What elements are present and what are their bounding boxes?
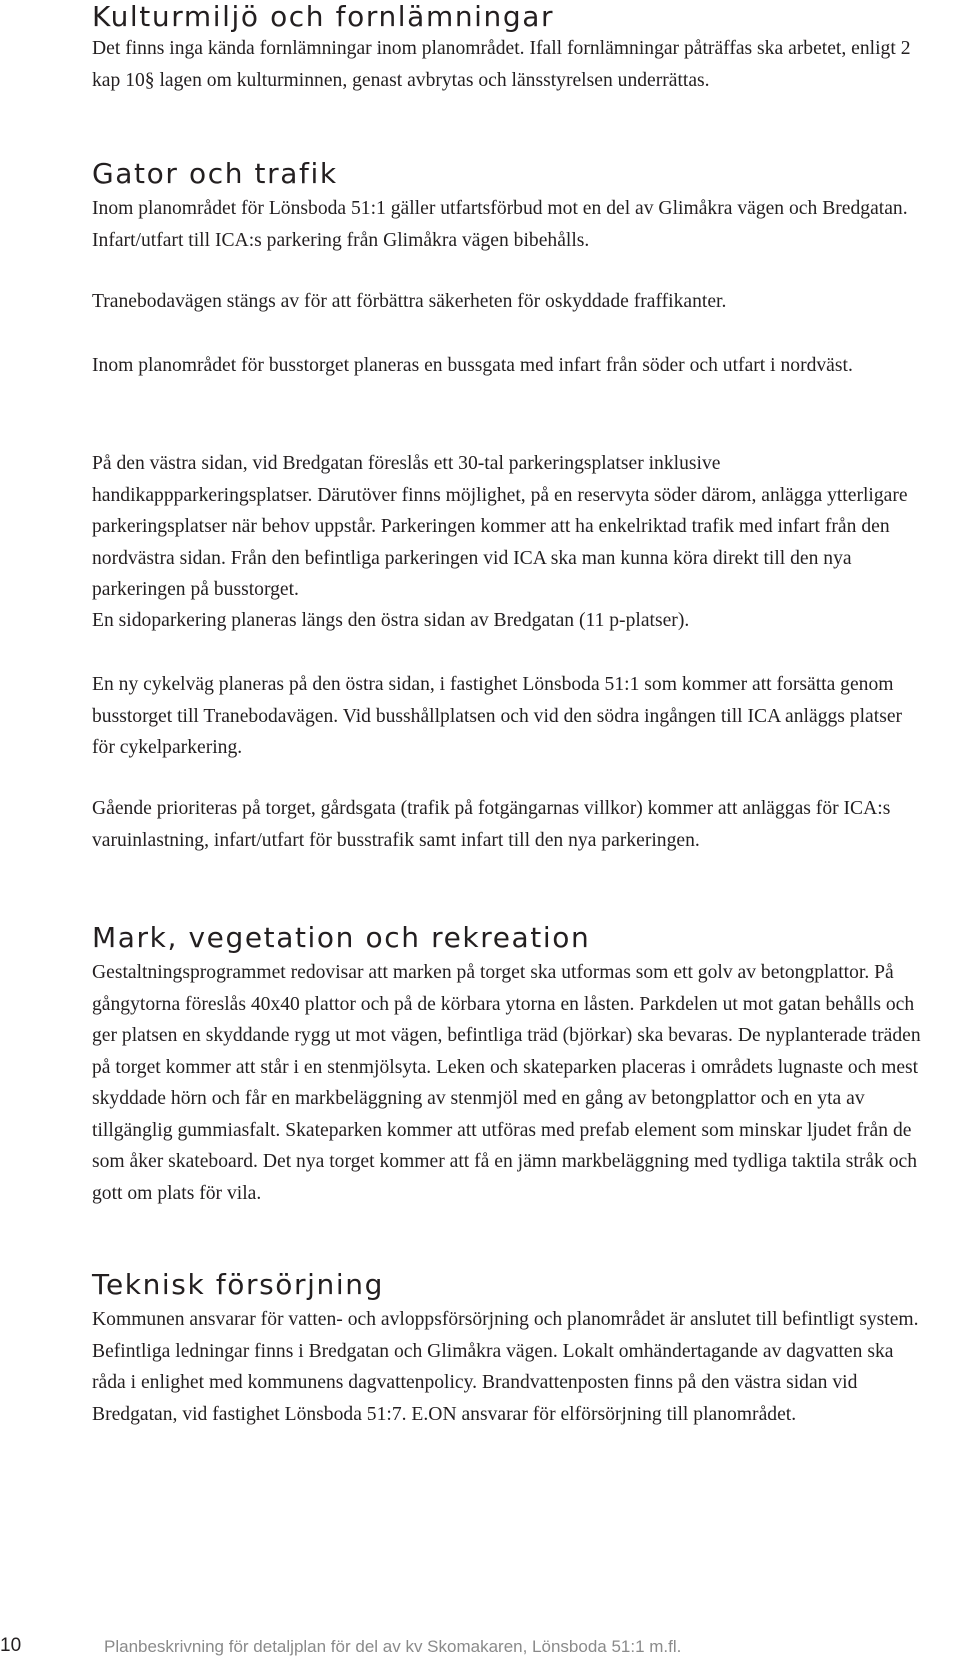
heading-gator-trafik: Gator och trafik (92, 157, 338, 190)
paragraph-gator-5: En ny cykelväg planeras på den östra sidan, i fastighet Lönsboda 51:1 som kommer att forsätta genom busstorget till Tranebodavägen. Vid busshållplatsen och vid den södra ingången till ICA anläggs platser för cykelparkering. (92, 674, 903, 758)
heading-kulturmiljo: Kulturmiljö och fornlämningar (92, 0, 555, 33)
footer-title: Planbeskrivning för detaljplan för del av kv Skomakaren, Lönsboda 51:1 m.fl. (104, 1637, 682, 1656)
paragraph-gator-4b: En sidoparkering planeras längs den östra sidan av Bredgatan (11 p-platser). (92, 610, 690, 631)
paragraph-teknisk-1: Kommunen ansvarar för vatten- och avloppsförsörjning och planområdet är anslutet till befintligt system. Befintliga ledningar finns i Bredgatan och Glimåkra vägen. Lokalt omhändertagande av dagvatten ska råda i enlighet med kommunens dagvattenpolicy. Brandvattenposten finns på den västra sidan vid Bredgatan, vid fastighet Lönsboda 51:7. E.ON ansvarar för elförsörjning till planområdet. (92, 1309, 919, 1425)
paragraph-gator-3: Inom planområdet för busstorget planeras en bussgata med infart från söder och utfart i nordväst. (92, 355, 853, 376)
paragraph-mark-1: Gestaltningsprogrammet redovisar att marken på torget ska utformas som ett golv av betongplattor. På gångytorna föreslås 40x40 plattor och på de körbara ytorna en låsten. Parkdelen ut mot gatan behålls och ger platsen en skyddande rygg ut mot vägen, befintliga träd (björkar) ska bevaras. De nyplanterade träden på torget kommer att står i en stenmjölsyta. Leken och skateparken placeras i områdets lugnaste och mest skyddade hörn och får en markbeläggning av stenmjöl med en gång av betongplattor och en yta av tillgänglig gummiasfalt. Skateparken kommer att utföras med prefab element som minskar ljudet från de som åker skateboard. Det nya torget kommer att få en jämn markbeläggning med tydliga taktila stråk och gott om plats för vila. (92, 962, 921, 1204)
heading-mark-vegetation: Mark, vegetation och rekreation (92, 921, 591, 954)
paragraph-kulturmiljo: Det finns inga kända fornlämningar inom planområdet. Ifall fornlämningar påträffas ska arbetet, enligt 2 kap 10§ lagen om kulturminnen, genast avbrytas och länsstyrelsen underrättas. (92, 38, 911, 91)
paragraph-gator-2: Tranebodavägen stängs av för att förbättra säkerheten för oskyddade fraffikanter. (92, 291, 727, 312)
paragraph-gator-1: Inom planområdet för Lönsboda 51:1 gäller utfartsförbud mot en del av Glimåkra vägen och Bredgatan. Infart/utfart till ICA:s parkering från Glimåkra vägen bibehålls. (92, 198, 908, 251)
heading-teknisk-forsorjning: Teknisk försörjning (92, 1268, 384, 1301)
paragraph-gator-6: Gående prioriteras på torget, gårdsgata (trafik på fotgängarnas villkor) kommer att anläggas för ICA:s varuinlastning, infart/utfart för busstrafik samt infart till den nya parkeringen. (92, 798, 891, 851)
paragraph-gator-4: På den västra sidan, vid Bredgatan föreslås ett 30-tal parkeringsplatser inklusive handikappparkeringsplatser. Därutöver finns möjlighet, på en reservyta söder därom, anlägga ytterligare parkeringsplatser när behov uppstår. Parkeringen kommer att ha enkelriktad trafik med infart från den nordvästra sidan. Från den befintliga parkeringen vid ICA ska man kunna köra direkt till den nya parkeringen på busstorget. (92, 453, 908, 600)
page-number: 10 (0, 1635, 22, 1656)
